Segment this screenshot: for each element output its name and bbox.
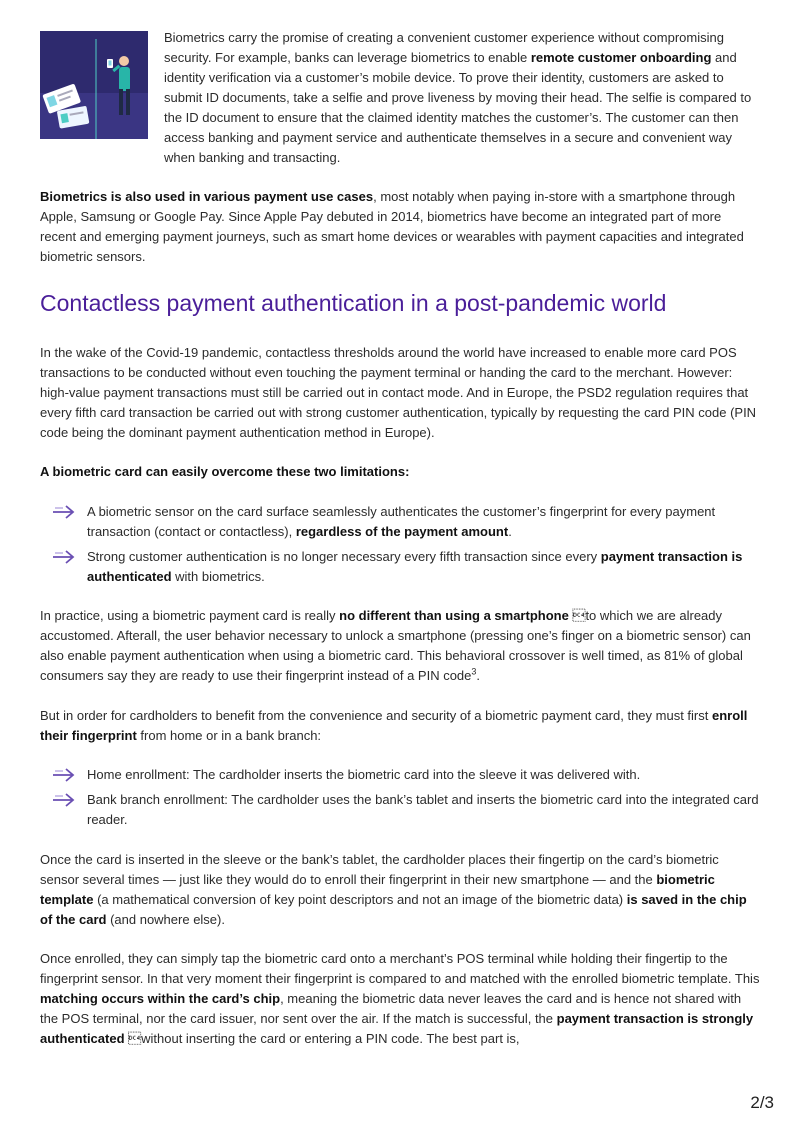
bold-run: enroll their fingerprint (40, 708, 748, 743)
text-run: without inserting the card or entering a PIN code. The best part is, (124, 1031, 520, 1046)
section-heading: Contactless payment authentication in a post-pandemic world (40, 290, 667, 316)
footnote-ref: 3 (471, 666, 477, 677)
section-heading-block (40, 288, 760, 318)
text-run: Once the card is inserted in the sleeve or the bank’s tablet, the cardholder places their fingertip on the card’s biometric sensor several times — just like they would do to enroll their fingerprint in their new smartphone — and the (40, 852, 719, 887)
enrolled-paragraph (40, 949, 760, 1049)
limitations-title (40, 462, 760, 482)
arrow-right-icon (52, 504, 76, 520)
enrolled-paragraph-block (40, 949, 760, 1049)
limitations-title-block (40, 462, 760, 482)
page-number: 2/3 (750, 1093, 774, 1112)
limitations-list (40, 502, 760, 587)
text-run: Home enrollment: The cardholder inserts the biometric card into the sleeve it was delivered with. (87, 767, 641, 782)
text-run: . (476, 668, 481, 683)
bold-run: biometric template (40, 872, 715, 907)
enroll-paragraph-block (40, 706, 760, 746)
bold-run: payment transaction is authenticated (87, 549, 743, 584)
biometric-illustration (40, 31, 148, 139)
text-run: (and nowhere else). (106, 912, 225, 927)
bold-run: remote customer onboarding (530, 50, 712, 65)
text-run: Bank branch enrollment: The cardholder uses the bank’s tablet and inserts the biometric card into the integrated card reader. (87, 792, 759, 827)
bold-run: no different than using a smartphone (339, 608, 569, 623)
enroll-list-block (40, 765, 760, 835)
text-run: Biometrics carry the promise of creating a convenient customer experience without compromising security. For example, banks can leverage biometrics to enable (164, 30, 724, 65)
text-run: (a mathematical conversion of key point descriptors and not an image of the biometric data) (93, 892, 627, 907)
bold-run: matching occurs within the card’s chip (40, 991, 281, 1006)
text-run: to which we are already accustomed. Afterall, the user behavior necessary to unlock a smartphone (pressing one’s finger on a biometric sensor) can also enable payment authentication when using a biometric card. This behavioral crossover is well timed, as 81% of global consumers say they are ready to use their fingerprint instead of a PIN code (40, 608, 751, 683)
onboarding-illustration-icon (40, 31, 148, 139)
practice-paragraph-block (40, 606, 760, 686)
arrow-right-icon (52, 549, 76, 565)
list-item (40, 547, 760, 587)
limitations-list-block (40, 502, 760, 592)
text-run: In practice, using a biometric payment card is really (40, 608, 340, 623)
text-run: from home or in a bank branch: (136, 728, 322, 743)
text-run: , meaning the biometric data never leaves the card and is hence not shared with the POS terminal, nor the card issuer, nor sent over the air. If the match is successful, the (40, 991, 742, 1026)
list-item (40, 502, 760, 542)
text-run: with biometrics. (171, 569, 265, 584)
list-item (40, 790, 760, 830)
bold-run: payment transaction is strongly authenticated (40, 1011, 754, 1046)
list-item (40, 765, 760, 785)
covid-paragraph-block (40, 343, 760, 443)
text-run: But in order for cardholders to benefit from the convenience and security of a biometric payment card, they must first (40, 708, 712, 723)
enroll-list (40, 765, 760, 830)
enroll-paragraph (40, 706, 760, 746)
text-run: Once enrolled, they can simply tap the biometric card onto a merchant’s POS terminal while holding their fingertip to the fingerprint sensor. In that very moment their fingerprint is compared to and matched with the enrolled biometric template. This (40, 951, 760, 986)
payment-uses-paragraph (40, 187, 760, 267)
text-run: . (508, 524, 512, 539)
text-run: and identity verification via a customer’s mobile device. To prove their identity, customers are asked to submit ID documents, take a selfie and prove liveness by moving their head. The selfie is compared to the ID document to ensure that the claimed identity matches the customer’s. The customer can then access banking and payment service and authenticate themselves in a secure and convenient way when banking and transacting. (164, 50, 752, 165)
inserted-paragraph-block (40, 850, 760, 930)
payment-uses-paragraph-block (40, 187, 760, 267)
practice-paragraph (40, 606, 760, 686)
arrow-right-icon (52, 792, 76, 808)
text-run: Strong customer authentication is no longer necessary every fifth transaction since every (87, 549, 601, 564)
text-run: , most notably when paying in-store with a smartphone through Apple, Samsung or Google Pay. Since Apple Pay debuted in 2014, biometrics have become an integrated part of more recent and emerging payment journeys, such as smart home devices or wearables with payment capacities and integrated biometric sensors. (40, 189, 744, 264)
intro-section (40, 28, 760, 168)
bold-run: Biometrics is also used in various payment use cases (40, 189, 374, 204)
inserted-paragraph (40, 850, 760, 930)
intro-paragraph (164, 28, 760, 168)
text-run: A biometric sensor on the card surface seamlessly authenticates the customer’s fingerprint for every payment transaction (contact or contactless), (87, 504, 716, 539)
covid-paragraph: In the wake of the Covid-19 pandemic, contactless thresholds around the world have increased to enable more card POS transactions to be conducted without even touching the payment terminal or handing the card to the merchant. However: high-value payment transactions must still be carried out in contact mode. And in Europe, the PSD2 regulation requires that every fifth card transaction be carried out with strong customer authentication, typically by requesting the card PIN code (PIN code being the dominant payment authentication method in Europe). (40, 345, 757, 440)
bold-run: is saved in the chip of the card (40, 892, 747, 927)
bold-run: regardless of the payment amount (295, 524, 509, 539)
arrow-right-icon (52, 767, 76, 783)
bold-run: A biometric card can easily overcome these two limitations: (40, 464, 410, 479)
